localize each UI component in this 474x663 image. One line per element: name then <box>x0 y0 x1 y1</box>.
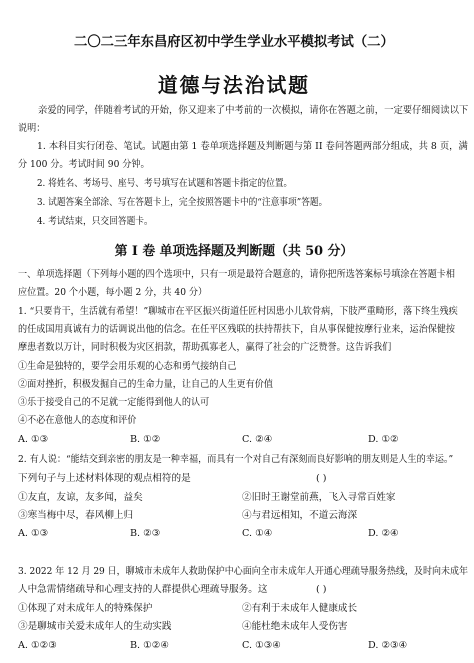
exam-title: 二〇二三年东昌府区初中学生学业水平模拟考试（二） <box>74 34 394 50</box>
statement: ②面对挫折，积极发掘自己的生命力量，让自己的人生更有价值 <box>18 379 273 390</box>
statement: ②旧时王谢堂前燕，飞入寻常百姓家 <box>242 492 396 503</box>
question-1-stem: 摩患者数以万计，同时积极为灾区捐款，帮助孤寡老人，赢得了社会的广泛赞誉。这告诉我们 <box>18 342 392 353</box>
question-3-stem: 人中急需情绪疏导和心理支持的人群提供心理疏导服务。这 <box>18 584 268 595</box>
part1-instruction: 一、单项选择题（下列每小题的四个选项中，只有一项是最符合题意的，请你把所选答案标号填涂在答题卡相 <box>18 269 456 280</box>
instruction-3: 3. 试题答案全部涂、写在答题卡上，完全按照答题卡中的“注意事项”答题。 <box>37 197 328 208</box>
answer-parenthesis: ( ) <box>316 584 327 595</box>
question-1-stem: 1. “只要肯干，生活就有希望！”聊城市在平区振兴街道任匠村因患小儿软骨病，下肢严重畸形，落下终生残疾 <box>18 306 458 317</box>
statement: ③寒当梅中尽，春风柳上归 <box>18 510 134 521</box>
statement: ①友直，友谅，友多闻，益矣 <box>18 492 143 503</box>
option-a: A. ①③ <box>18 434 49 445</box>
statement: ④能杜绝未成年人受伤害 <box>242 621 348 632</box>
subject-title: 道德与法治试题 <box>157 73 310 97</box>
option-c: C. ①③④ <box>242 640 281 651</box>
statement: ③乐于接受自己的不足就一定能得到他人的认可 <box>18 397 210 408</box>
instruction-1: 1. 本科目实行闭卷、笔试。试题由第 1 卷单项选择题及判断题与第 II 卷问答题两部分组成，共 8 页，满 <box>37 141 468 152</box>
option-d: D. ②④ <box>368 528 399 539</box>
option-b: B. ①②④ <box>130 640 169 651</box>
option-c: C. ②④ <box>242 434 273 445</box>
instruction-2: 2. 将姓名、考场号、座号、考号填写在试题和答题卡指定的位置。 <box>37 178 293 189</box>
statement: ④与君远相知，不道云海深 <box>242 510 358 521</box>
option-a: A. ①③ <box>18 528 49 539</box>
statement: ①生命是独特的，要学会用乐观的心态和勇气接纳自己 <box>18 361 237 372</box>
intro-line: 亲爱的同学，伴随着考试的开始，你又迎来了中考前的一次模拟，请你在答题之前，一定要仔细阅读以下 <box>38 105 469 116</box>
question-1-stem: 的任成国用真诚有力的话调说出他的信念。在任平区残联的扶持帮扶下，自从事保健按摩行业来，运治保健按 <box>18 324 456 335</box>
option-c: C. ①④ <box>242 528 273 539</box>
question-2-stem: 2. 有人说：“能结交到亲密的朋友是一种幸福，而具有一个对自己有深刻而良好影响的朋友则是人生的幸运。” <box>18 454 454 465</box>
intro-line: 说明： <box>18 123 46 134</box>
answer-parenthesis: ( ) <box>316 473 327 484</box>
statement: ③是聊城市关爱未成年人的生动实践 <box>18 621 172 632</box>
question-2-stem: 下列句子与上述材料体现的观点相符的是 <box>18 473 191 484</box>
option-a: A. ①②③ <box>18 640 57 651</box>
option-b: B. ②③ <box>130 528 161 539</box>
part1-instruction-cont: 应位置。20 个小题，每小题 2 分，共 40 分） <box>18 287 208 298</box>
option-b: B. ①② <box>130 434 161 445</box>
instruction-4: 4. 考试结束，只交回答题卡。 <box>37 216 153 227</box>
option-d: D. ①② <box>368 434 399 445</box>
question-3-stem: 3. 2022 年 12 月 29 日，聊城市未成年人救助保护中心面向全市未成年人开通心理疏导服务热线，及时向未成年 <box>18 566 468 577</box>
section-title: 第 I 卷 单项选择题及判断题（共 50 分） <box>114 244 354 259</box>
statement: ②有利于未成年人健康成长 <box>242 603 358 614</box>
statement: ④不必在意他人的态度和评价 <box>18 415 137 426</box>
option-d: D. ②③④ <box>368 640 408 651</box>
statement: ①体现了对未成年人的特殊保护 <box>18 603 153 614</box>
instruction-1-cont: 分 100 分。考试时间 90 分钟。 <box>18 159 150 170</box>
